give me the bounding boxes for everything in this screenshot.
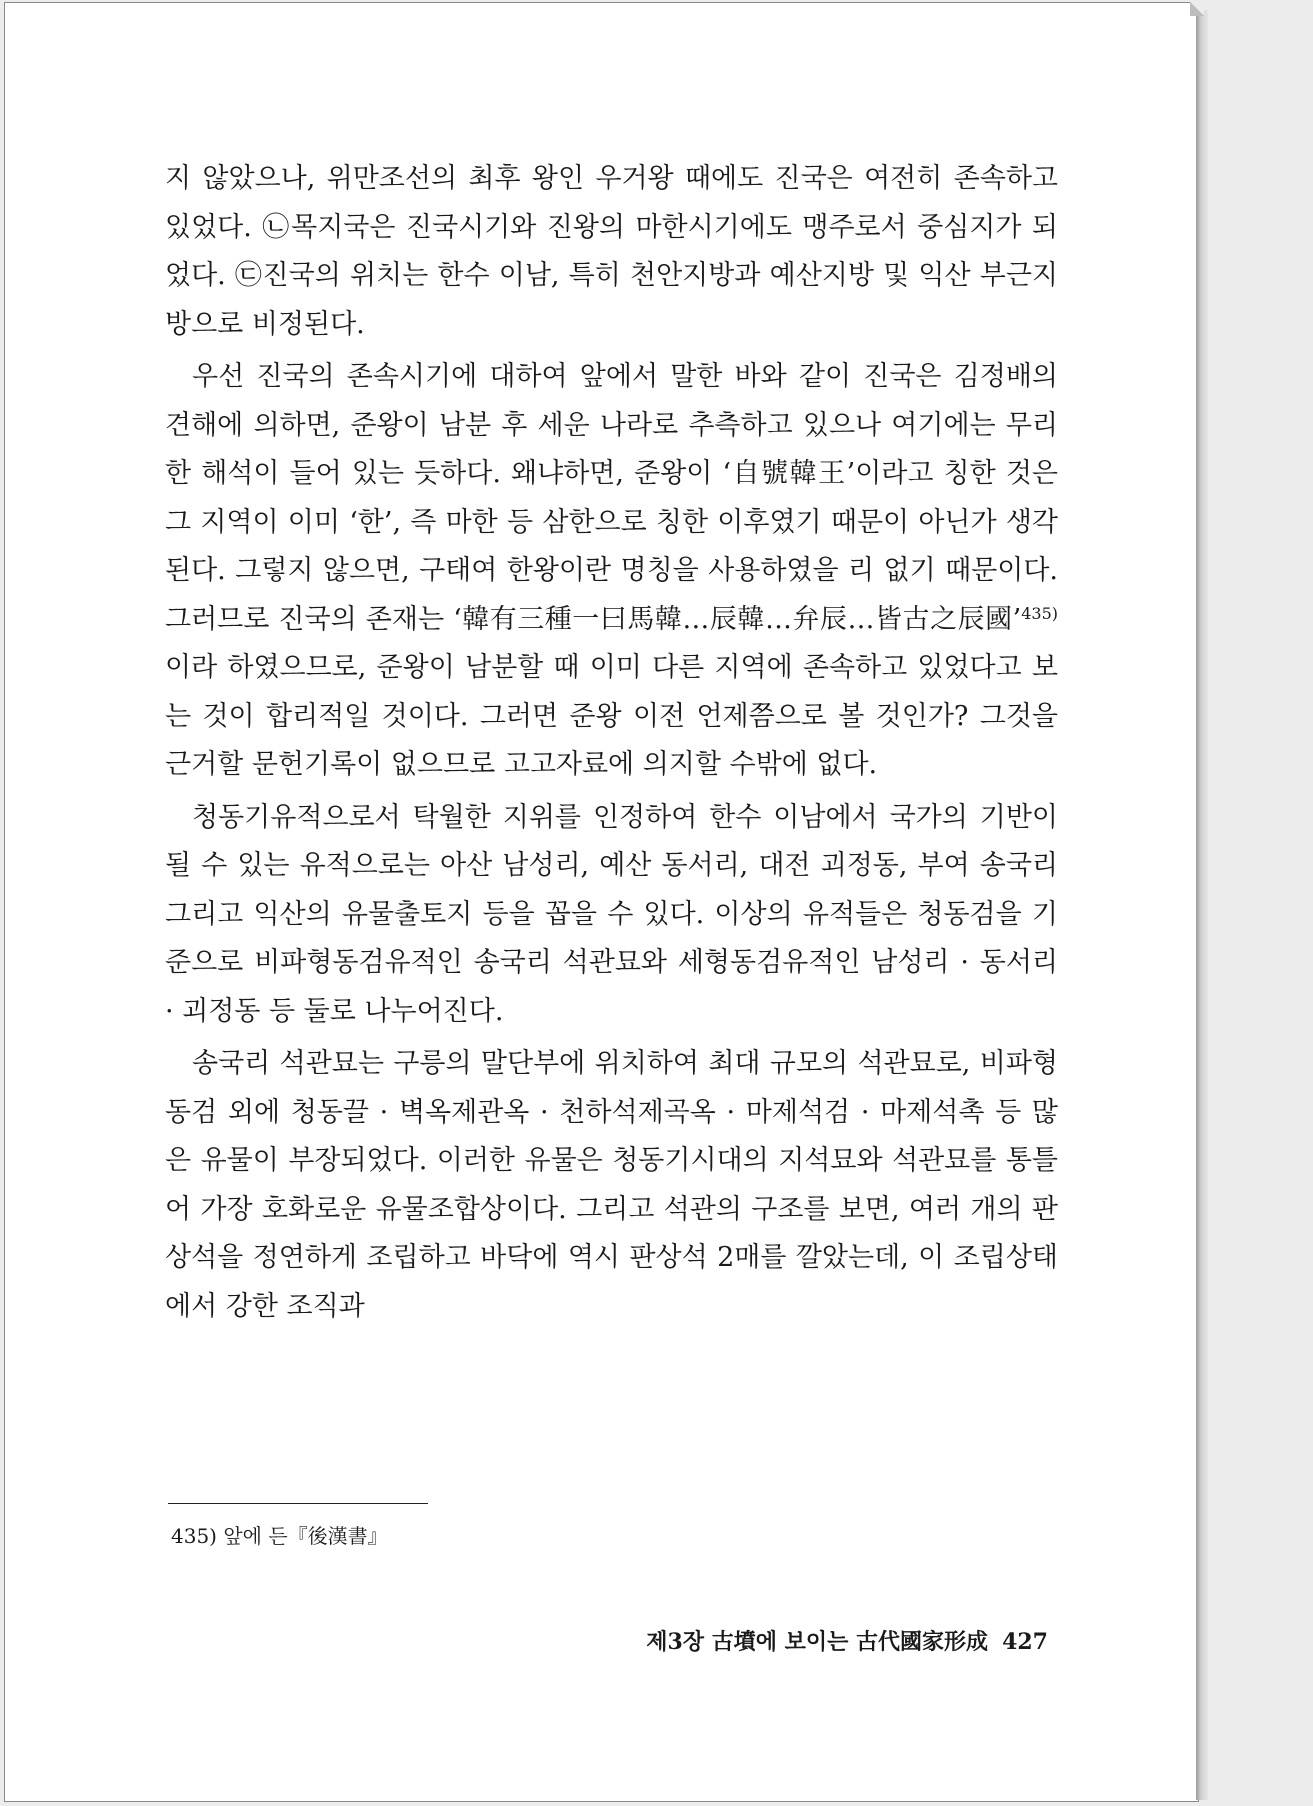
paragraph-2 — [165, 353, 1058, 790]
footnote-divider — [168, 1503, 428, 1504]
running-footer — [646, 1625, 1048, 1656]
footnote-reference: 435) — [1021, 603, 1058, 623]
paragraph-4 — [165, 1040, 1058, 1331]
page-number: 427 — [1002, 1629, 1048, 1655]
paragraph-3 — [165, 794, 1058, 1037]
paragraph-2-text-after: 이라 하였으므로, 준왕이 남분할 때 이미 다른 지역에 존속하고 있었다고 보는 것이 합리적일 것이다. 그러면 준왕 이전 언제쯤으로 볼 것인가? 그것을 근거할 문헌기록이 없으므로 고고자료에 의지할 수밖에 없다. — [165, 652, 1058, 780]
footnote: 435) 앞에 든『後漢書』 — [171, 1524, 388, 1548]
paragraph-1 — [165, 155, 1058, 349]
paragraph-4-text: 송국리 석관묘는 구릉의 말단부에 위치하여 최대 규모의 석관묘로, 비파형동검 외에 청동끌 · 벽옥제관옥 · 천하석제곡옥 · 마제석검 · 마제석촉 등 많은 유물이 부장되었다. 이러한 유물은 청동기시대의 지석묘와 석관묘를 통틀어 가장 호화로운 유물조합상이다. 그리고 석관의 구조를 보면, 여러 개의 판상석을 정연하게 조립하고 바닥에 역시 판상석 2매를 깔았는데, 이 조립상태에서 강한 조직과 — [165, 1048, 1058, 1322]
page-edge-shadow — [1196, 10, 1208, 1800]
page-corner-fold — [1190, 2, 1204, 16]
paragraph-3-text: 청동기유적으로서 탁월한 지위를 인정하여 한수 이남에서 국가의 기반이 될 수 있는 유적으로는 아산 남성리, 예산 동서리, 대전 괴정동, 부여 송국리 그리고 익산의 유물출토지 등을 꼽을 수 있다. 이상의 유적들은 청동검을 기준으로 비파형동검유적인 송국리 석관묘와 세형동검유적인 남성리 · 동서리 · 괴정동 등 둘로 나누어진다. — [165, 801, 1058, 1027]
paragraph-2-text-before: 우선 진국의 존속시기에 대하여 앞에서 말한 바와 같이 진국은 김정배의 견해에 의하면, 준왕이 남분 후 세운 나라로 추측하고 있으나 여기에는 무리한 해석이 들어 있는 듯하다. 왜냐하면, 준왕이 ‘自號韓王’이라고 칭한 것은 그 지역이 이미 ‘한’, 즉 마한 등 삼한으로 칭한 이후였기 때문이 아닌가 생각된다. 그렇지 않으면, 구태여 한왕이란 명칭을 사용하였을 리 없기 때문이다. 그러므로 진국의 존재는 ‘韓有三種一曰馬韓…辰韓…弁辰…皆古之辰國’ — [165, 361, 1058, 635]
paragraph-1-text: 지 않았으나, 위만조선의 최후 왕인 우거왕 때에도 진국은 여전히 존속하고 있었다. ㉡목지국은 진국시기와 진왕의 마한시기에도 맹주로서 중심지가 되었다. ㉢진국의 위치는 한수 이남, 특히 천안지방과 예산지방 및 익산 부근지방으로 비정된다. — [165, 163, 1058, 340]
chapter-title: 제3장 古墳에 보이는 古代國家形成 — [646, 1629, 989, 1655]
body-text — [165, 155, 1058, 1331]
book-page — [4, 2, 1199, 1802]
